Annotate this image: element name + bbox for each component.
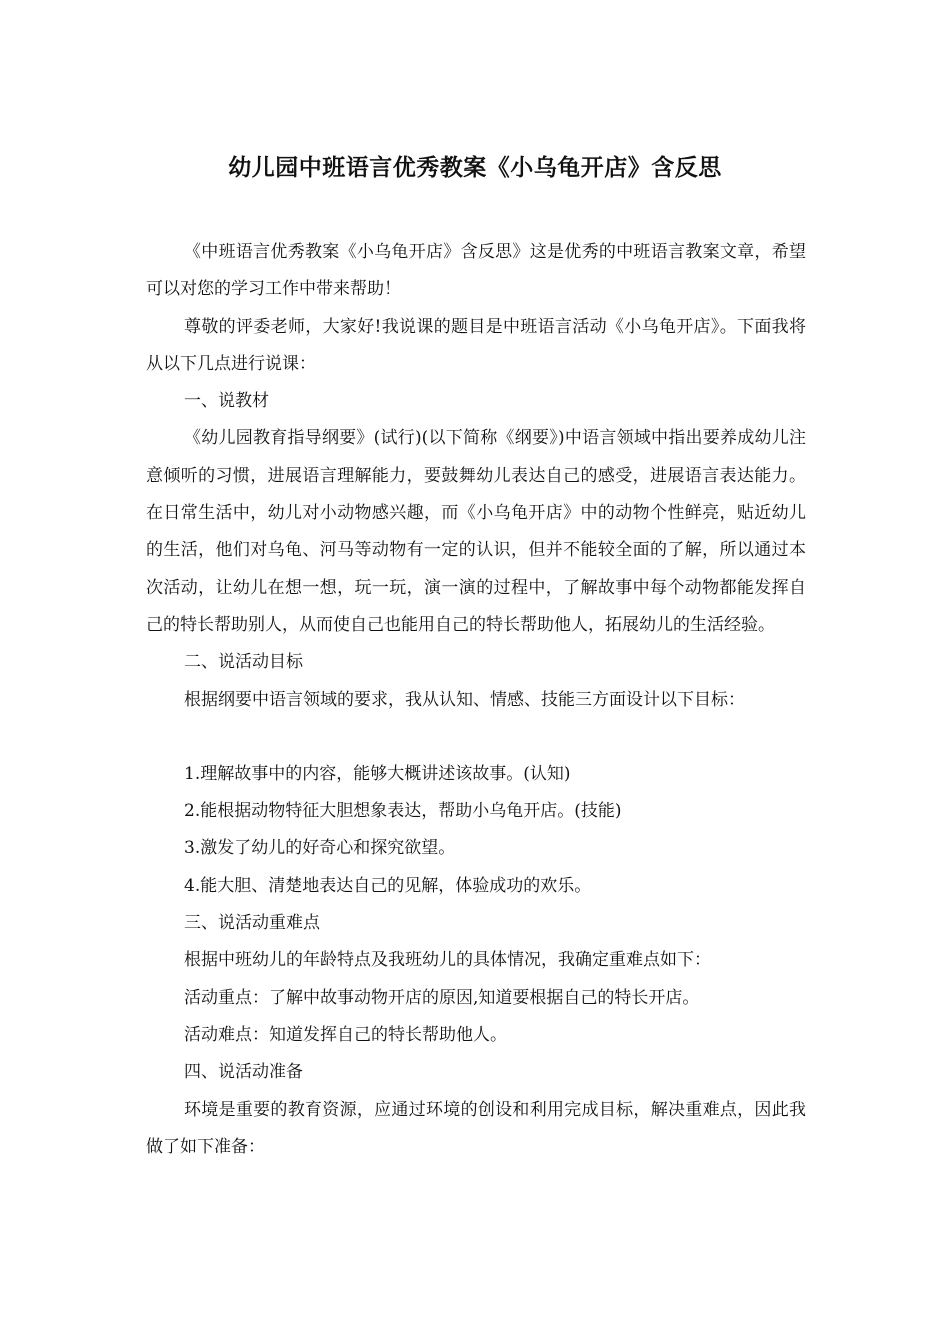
section-heading-key-points: 三、说活动重难点 bbox=[184, 913, 320, 934]
paragraph-greeting: 尊敬的评委老师，大家好!我说课的题目是中班语言活动《小乌龟开店》。下面我将从以下几点进行说课： bbox=[146, 316, 806, 374]
document-title: 幼儿园中班语言优秀教案《小乌龟开店》含反思 bbox=[228, 155, 722, 181]
paragraph-intro: 《中班语言优秀教案《小乌龟开店》含反思》这是优秀的中班语言教案文章，希望可以对您的学习工作中带来帮助！ bbox=[146, 242, 806, 300]
section-heading-preparation: 四、说活动准备 bbox=[184, 1062, 303, 1083]
goal-item-2: 2.能根据动物特征大胆想象表达，帮助小乌龟开店。(技能) bbox=[184, 801, 622, 822]
paragraph-materials: 《幼儿园教育指导纲要》(试行)(以下简称《纲要》)中语言领域中指出要养成幼儿注意倾听的习惯，进展语言理解能力，要鼓舞幼儿表达自己的感受，进展语言表达能力。在日常生活中，幼儿对小动物感兴趣，而《小乌龟开店》中的动物个性鲜亮，贴近幼儿的生活，他们对乌龟、河马等动物有一定的认识，但并不能较全面的了解，所以通过本次活动，让幼儿在想一想，玩一玩，演一演的过程中，了解故事中每个动物都能发挥自己的特长帮助别人，从而使自己也能用自己的特长帮助他人，拓展幼儿的生活经验。 bbox=[146, 428, 806, 635]
goal-item-3: 3.激发了幼儿的好奇心和探究欲望。 bbox=[184, 838, 456, 859]
paragraph-goals-intro: 根据纲要中语言领域的要求，我从认知、情感、技能三方面设计以下目标： bbox=[184, 689, 745, 710]
section-heading-goals: 二、说活动目标 bbox=[184, 652, 303, 673]
goal-item-4: 4.能大胆、清楚地表达自己的见解，体验成功的欢乐。 bbox=[184, 875, 592, 896]
document-body bbox=[146, 234, 806, 1166]
blank-line bbox=[146, 719, 806, 756]
goal-item-1: 1.理解故事中的内容，能够大概讲述该故事。(认知) bbox=[184, 763, 571, 784]
section-heading-materials: 一、说教材 bbox=[184, 391, 269, 412]
paragraph-preparation: 环境是重要的教育资源，应通过环境的创设和利用完成目标，解决重难点，因此我做了如下准备： bbox=[146, 1099, 806, 1157]
paragraph-key-point: 活动重点：了解中故事动物开店的原因,知道要根据自己的特长开店。 bbox=[184, 987, 700, 1008]
paragraph-key-points-intro: 根据中班幼儿的年龄特点及我班幼儿的具体情况，我确定重难点如下： bbox=[184, 950, 711, 971]
paragraph-difficult-point: 活动难点：知道发挥自己的特长帮助他人。 bbox=[184, 1024, 507, 1045]
